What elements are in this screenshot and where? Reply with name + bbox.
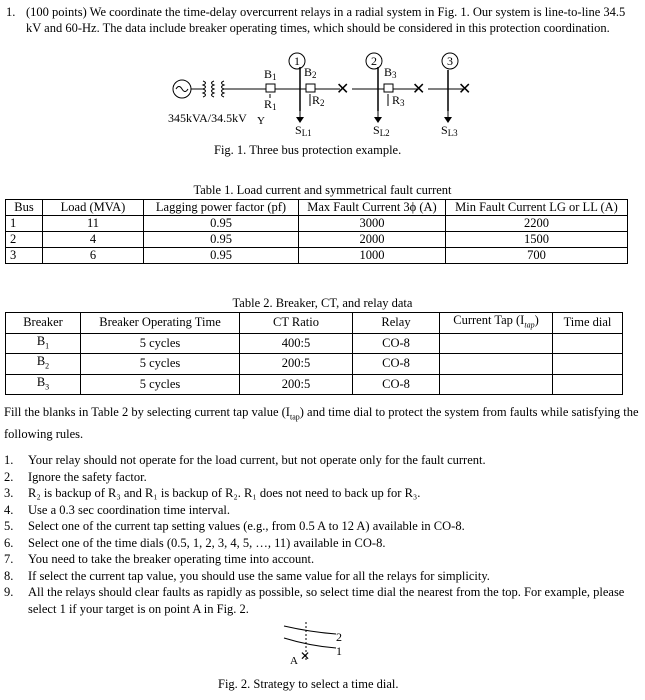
table-cell: 5 cycles: [81, 354, 240, 375]
problem-statement: [6, 4, 638, 36]
svg-text:SL3: SL3: [441, 123, 458, 138]
bus-2-number: 2: [371, 54, 377, 68]
breaker-b1-label: B: [264, 67, 273, 81]
table-header-row: [6, 200, 628, 216]
table-cell: 5 cycles: [81, 333, 240, 354]
table-cell: 0.95: [144, 232, 299, 248]
list-item: 5. Select one of the current tap setting values (e.g., from 0.5 A to 12 A) available in CO-8.: [4, 519, 465, 533]
fig1-one-line-diagram: [0, 52, 645, 162]
current-tap-blank[interactable]: [440, 354, 553, 375]
load-sl2-label: S: [373, 123, 380, 137]
time-dial-blank[interactable]: [553, 333, 623, 354]
table2-title: Table 2. Breaker, CT, and relay data: [232, 296, 413, 310]
table-header-cell: Relay: [353, 313, 440, 334]
list-item: 9. All the relays should clear faults as rapidly as possible, so select time dial the nearest from the top. For example, please select 1 if your target is on point A in Fig. 2.: [4, 585, 625, 616]
table-row: [6, 374, 623, 395]
point-a-mark-icon: ✕: [300, 649, 311, 663]
table-cell: 2000: [299, 232, 446, 248]
wye-ground-icon: Y: [257, 115, 265, 127]
fig2-caption: Fig. 2. Strategy to select a time dial.: [218, 677, 399, 691]
table-cell: 0.95: [144, 216, 299, 232]
fault-mark-icon: ✕: [458, 81, 472, 98]
fig2-time-dial-strategy: [0, 618, 645, 700]
table-cell: 3000: [299, 216, 446, 232]
point-a-label: A: [290, 655, 298, 667]
table-row: [6, 333, 623, 354]
table2-breaker-relay: [5, 312, 623, 395]
bus-3-number: 3: [447, 54, 453, 68]
generator-icon: [173, 80, 191, 98]
table-header-cell: Current Tap $(I_{tap})$: [440, 313, 553, 334]
table-cell: 2: [6, 232, 43, 248]
list-item: 8. If select the current tap value, you should use the same value for all the relays for simplicity.: [4, 568, 490, 583]
svg-text:B3: B3: [384, 65, 397, 80]
table-header-cell: CT Ratio: [240, 313, 353, 334]
table-cell: $B_3$: [6, 374, 81, 395]
time-dial-blank[interactable]: [553, 354, 623, 375]
table-cell: 200:5: [240, 354, 353, 375]
table1-load-fault: [5, 199, 628, 264]
breaker-b2-label: B: [304, 65, 313, 79]
table-header-cell: Lagging power factor (pf): [144, 200, 299, 216]
table-row: [6, 216, 628, 232]
table-header-cell: Load (MVA): [43, 200, 144, 216]
current-tap-blank[interactable]: [440, 374, 553, 395]
svg-text:R2: R2: [312, 93, 325, 108]
dial-label-2: 2: [336, 630, 342, 644]
svg-text:SL2: SL2: [373, 123, 390, 138]
dial-label-1: 1: [336, 644, 342, 658]
table-row: [6, 232, 628, 248]
transformer-icon: [203, 81, 224, 97]
table1-title: Table 1. Load current and symmetrical fault current: [193, 183, 452, 197]
current-tap-blank[interactable]: [440, 333, 553, 354]
table-header-cell: Bus: [6, 200, 43, 216]
table-header-cell: Breaker: [6, 313, 81, 334]
table-cell: 1000: [299, 248, 446, 264]
svg-text:R3: R3: [392, 93, 405, 108]
list-item: 4. Use a 0.3 sec coordination time interval.: [4, 502, 231, 517]
table-header-cell: Min Fault Current LG or LL (A): [446, 200, 628, 216]
instruction-paragraph: Fill the blanks in Table 2 by selecting current tap value $(I_{tap})$ and time dial to protect the system from faults while satisfying the following rules.: [4, 405, 639, 441]
table-cell: CO-8: [353, 354, 440, 375]
transformer-rating: 345kVA/34.5kV: [168, 111, 247, 125]
svg-text:B1: B1: [264, 67, 277, 82]
svg-text:B2: B2: [304, 65, 317, 80]
table-cell: CO-8: [353, 333, 440, 354]
time-dial-blank[interactable]: [553, 374, 623, 395]
breaker-b3-icon: [384, 84, 393, 92]
bus-1-number: 1: [294, 54, 300, 68]
fault-mark-icon: ✕: [412, 81, 426, 98]
svg-text:SL1: SL1: [295, 123, 312, 138]
table-cell: 1: [6, 216, 43, 232]
table-header-cell: Breaker Operating Time: [81, 313, 240, 334]
problem-number: 1.: [6, 5, 16, 19]
table-cell: 200:5: [240, 374, 353, 395]
list-item: 1. Your relay should not operate for the load current, but not operate only for the fault current.: [4, 453, 486, 467]
table-cell: 3: [6, 248, 43, 264]
relay-r1-label: R: [264, 97, 273, 111]
fault-mark-icon: ✕: [336, 81, 350, 98]
table-cell: 700: [446, 248, 628, 264]
list-item: 2. Ignore the safety factor.: [4, 469, 147, 484]
load-sl3-label: S: [441, 123, 448, 137]
list-item: 7. You need to take the breaker operating time into account.: [4, 552, 315, 566]
table-cell: 0.95: [144, 248, 299, 264]
breaker-b1-icon: [266, 84, 275, 92]
table-cell: CO-8: [353, 374, 440, 395]
svg-text:R1: R1: [264, 97, 277, 112]
relay-r2-label: R: [312, 93, 321, 107]
list-item: 6. Select one of the time dials (0.5, 1, 2, 3, 4, 5, …, 11) available in CO-8.: [4, 535, 386, 550]
list-item: 3. R₂ is backup of R₃ and R₁ is backup of R₂. R₁ does not need to back up for R₃.: [4, 486, 421, 500]
table-cell: 11: [43, 216, 144, 232]
relay-r3-label: R: [392, 93, 401, 107]
table-cell: $B_1$: [6, 333, 81, 354]
table-cell: 4: [43, 232, 144, 248]
table-row: [6, 354, 623, 375]
table-header-cell: Time dial: [553, 313, 623, 334]
load-sl1-label: S: [295, 123, 302, 137]
breaker-b3-label: B: [384, 65, 393, 79]
table-header-row: [6, 313, 623, 334]
rules-list: [4, 452, 640, 617]
problem-text: (100 points) We coordinate the time-delay overcurrent relays in a radial system in Fig. 1. Our system is line-to-line 34.5 kV and 60-Hz. The data include breaker operating times, which should be considered in this protection coordination.: [26, 5, 626, 35]
table-cell: 1500: [446, 232, 628, 248]
table-cell: 2200: [446, 216, 628, 232]
breaker-b2-icon: [306, 84, 315, 92]
table-cell: 400:5: [240, 333, 353, 354]
table-row: [6, 248, 628, 264]
table-cell: $B_2$: [6, 354, 81, 375]
table-header-cell: Max Fault Current 3ϕ (A): [299, 200, 446, 216]
table-cell: 6: [43, 248, 144, 264]
fig1-caption: Fig. 1. Three bus protection example.: [214, 143, 402, 157]
table-cell: 5 cycles: [81, 374, 240, 395]
